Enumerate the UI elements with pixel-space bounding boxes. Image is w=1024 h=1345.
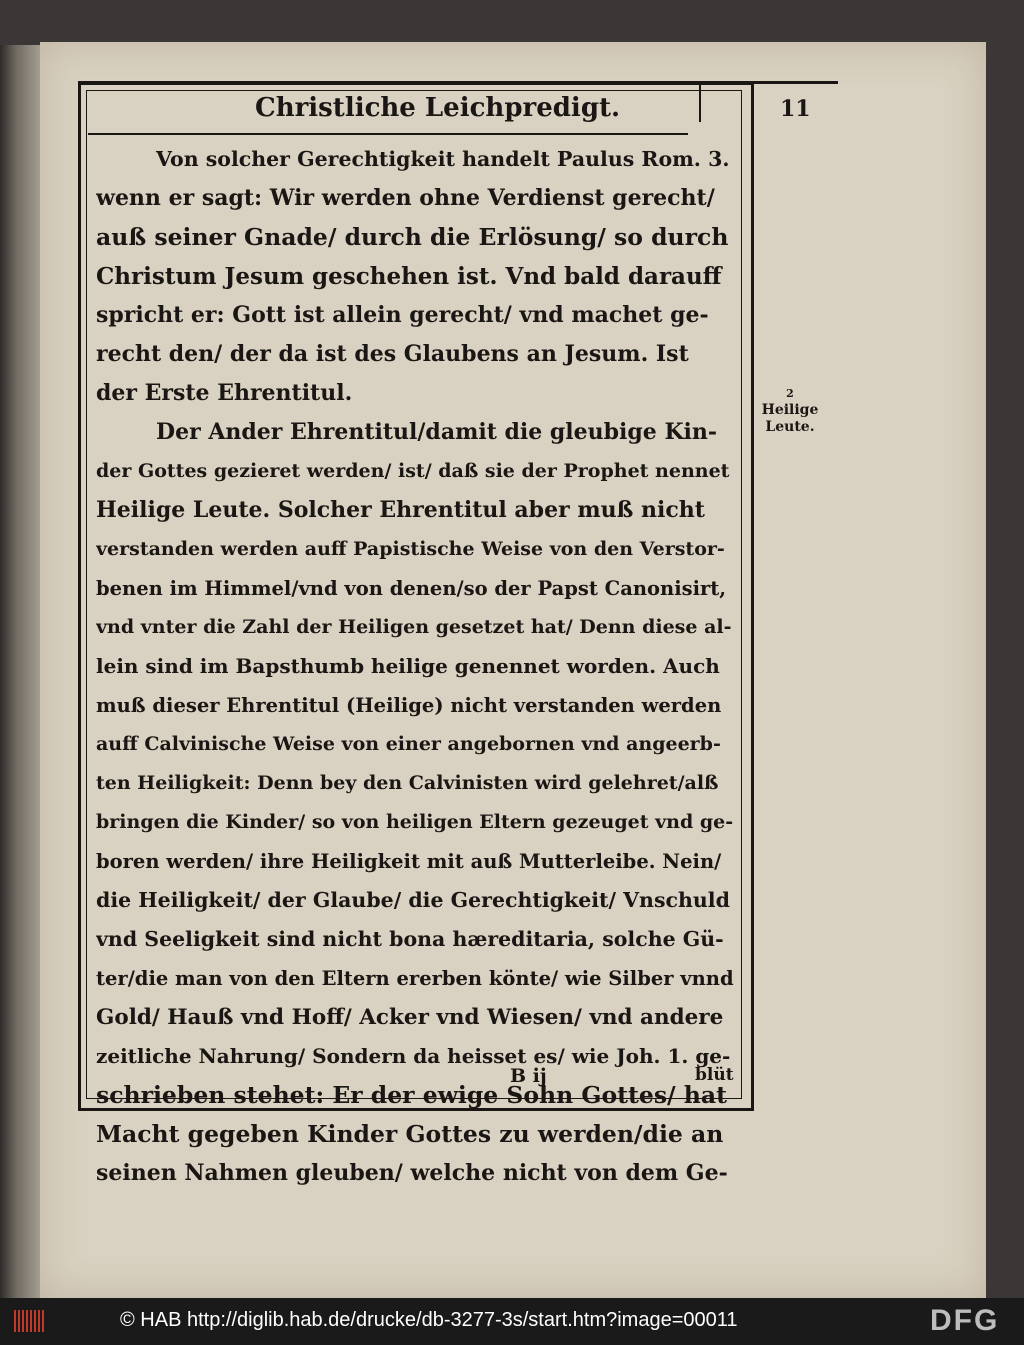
text-line: Heilige Leute. Solcher Ehrentitul aber muß nicht	[96, 497, 705, 523]
text-line: seinen Nahmen gleuben/ welche nicht von dem Ge-	[96, 1160, 728, 1186]
page-number: 11	[780, 96, 811, 122]
footer-bar	[0, 1298, 1024, 1345]
text-line: recht den/ der da ist des Glaubens an Jesum. Ist	[96, 341, 689, 367]
copyright-url[interactable]: © HAB http://diglib.hab.de/drucke/db-3277-3s/start.htm?image=00011	[120, 1309, 738, 1331]
text-line: Gold/ Hauß vnd Hoff/ Acker vnd Wiesen/ vnd andere	[96, 1005, 724, 1030]
text-line: muß dieser Ehrentitul (Heilige) nicht verstanden werden	[96, 694, 722, 717]
text-line: die Heiligkeit/ der Glaube/ die Gerechtigkeit/ Vnschuld	[96, 888, 730, 912]
text-line: ten Heiligkeit: Denn bey den Calvinisten wird gelehret/alß	[96, 772, 719, 794]
text-line: vnd vnter die Zahl der Heiligen gesetzet hat/ Denn diese al-	[96, 616, 732, 638]
margin-note-text: Heilige Leute.	[761, 402, 819, 435]
margin-note	[755, 385, 825, 436]
text-line: auff Calvinische Weise von einer angebornen vnd angeerb-	[96, 733, 721, 755]
text-line: boren werden/ ihre Heiligkeit mit auß Mutterleibe. Nein/	[96, 850, 722, 873]
text-line: zeitliche Nahrung/ Sondern da heisset es/ wie Joh. 1. ge-	[96, 1044, 731, 1068]
text-line: Christum Jesum geschehen ist. Vnd bald darauff	[96, 263, 722, 290]
text-line: der Erste Ehrentitul.	[96, 380, 353, 406]
text-line: spricht er: Gott ist allein gerecht/ vnd machet ge-	[96, 302, 709, 328]
text-line: der Gottes gezieret werden/ ist/ daß sie der Prophet nennet	[96, 460, 730, 482]
text-line: bringen die Kinder/ so von heiligen Eltern gezeuget vnd ge-	[96, 811, 734, 833]
text-line: Macht gegeben Kinder Gottes zu werden/die an	[96, 1120, 724, 1148]
margin-note-number: 2	[786, 387, 794, 400]
catchword: blüt	[695, 1065, 734, 1085]
barcode-icon	[14, 1310, 44, 1332]
text-line: wenn er sagt: Wir werden ohne Verdienst gerecht/	[96, 185, 715, 211]
header-rule	[88, 133, 688, 135]
text-line: ter/die man von den Eltern ererben könte/ wie Silber vnnd	[96, 967, 734, 990]
previous-page-edge	[0, 45, 40, 1298]
running-title: Christliche Leichpredigt.	[255, 93, 621, 123]
text-line: lein sind im Bapsthumb heilige genennet worden. Auch	[96, 654, 720, 678]
text-line: benen im Himmel/vnd von denen/so der Papst Canonisirt,	[96, 577, 727, 600]
text-line: verstanden werden auff Papistische Weise von den Verstor-	[96, 538, 725, 560]
text-line: vnd Seeligkeit sind nicht bona hæreditaria, solche Gü-	[96, 927, 724, 951]
signature-mark: B ij	[510, 1065, 547, 1087]
text-line: schrieben stehet: Er der ewige Sohn Gottes/ hat	[96, 1081, 727, 1109]
text-line: Der Ander Ehrentitul/damit die gleubige Kin-	[156, 419, 718, 445]
body-text	[96, 140, 734, 1193]
margin-rule	[699, 82, 701, 122]
text-line: auß seiner Gnade/ durch die Erlösung/ so durch	[96, 223, 729, 251]
text-line: Von solcher Gerechtigkeit handelt Paulus Rom. 3.	[156, 147, 730, 171]
dfg-logo: DFG	[930, 1304, 1000, 1337]
